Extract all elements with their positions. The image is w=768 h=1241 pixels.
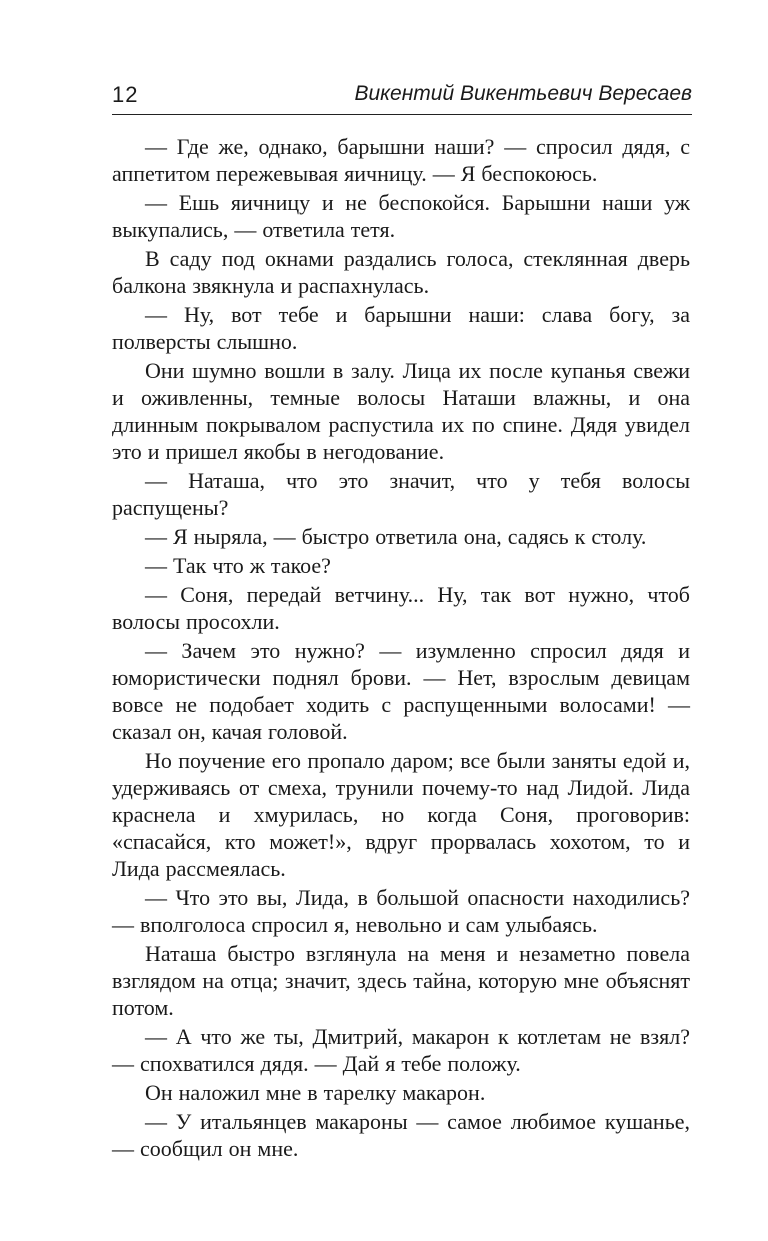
header-rule <box>112 114 692 115</box>
paragraph: В саду под окнами раздались голоса, стеклянная дверь балкона звякнула и распахнулась. <box>112 246 690 298</box>
page-number: 12 <box>112 82 139 107</box>
paragraph: — Ну, вот тебе и барышни наши: слава богу, за полверсты слышно. <box>112 302 690 354</box>
paragraph: — Наташа, что это значит, что у тебя волосы распущены? <box>112 468 690 520</box>
paragraph: — Я ныряла, — быстро ответила она, садясь к столу. <box>145 524 647 549</box>
paragraph: — Что это вы, Лида, в большой опасности находились? — вполголоса спросил я, невольно и сам улыбаясь. <box>112 885 690 937</box>
paragraph: Наташа быстро взглянула на меня и незаметно повела взглядом на отца; значит, здесь тайна, которую мне объяснят потом. <box>112 941 690 1020</box>
page-header <box>112 78 692 112</box>
paragraph: — У итальянцев макароны — самое любимое кушанье, — сообщил он мне. <box>112 1109 690 1161</box>
body-text <box>112 133 690 1164</box>
paragraph: — Так что ж такое? <box>145 553 331 578</box>
paragraph: — Где же, однако, барышни наши? — спросил дядя, с аппетитом пережевывая яичницу. — Я беспокоюсь. <box>112 134 690 186</box>
paragraph: — Зачем это нужно? — изумленно спросил дядя и юмористически поднял брови. — Нет, взрослым девицам вовсе не подобает ходить с распущенными волосами! — сказал он, качая головой. <box>112 638 690 744</box>
running-title: Викентий Викентьевич Вересаев <box>354 82 692 105</box>
paragraph: Он наложил мне в тарелку макарон. <box>145 1080 486 1105</box>
paragraph: — Соня, передай ветчину... Ну, так вот нужно, чтоб волосы просохли. <box>112 582 690 634</box>
paragraph: — А что же ты, Дмитрий, макарон к котлетам не взял? — спохватился дядя. — Дай я тебе положу. <box>112 1024 690 1076</box>
paragraph: Но поучение его пропало даром; все были заняты едой и, удерживаясь от смеха, трунили почему-то над Лидой. Лида краснела и хмурилась, но когда Соня, проговорив: «спасайся, кто может!», вдруг прорвалась хохотом, то и Лида рассмеялась. <box>112 748 690 881</box>
paragraph: — Ешь яичницу и не беспокойся. Барышни наши уж выкупались, — ответила тетя. <box>112 190 690 242</box>
paragraph: Они шумно вошли в залу. Лица их после купанья свежи и оживленны, темные волосы Наташи влажны, и она длинным покрывалом распустила их по спине. Дядя увидел это и пришел якобы в негодование. <box>112 358 690 464</box>
